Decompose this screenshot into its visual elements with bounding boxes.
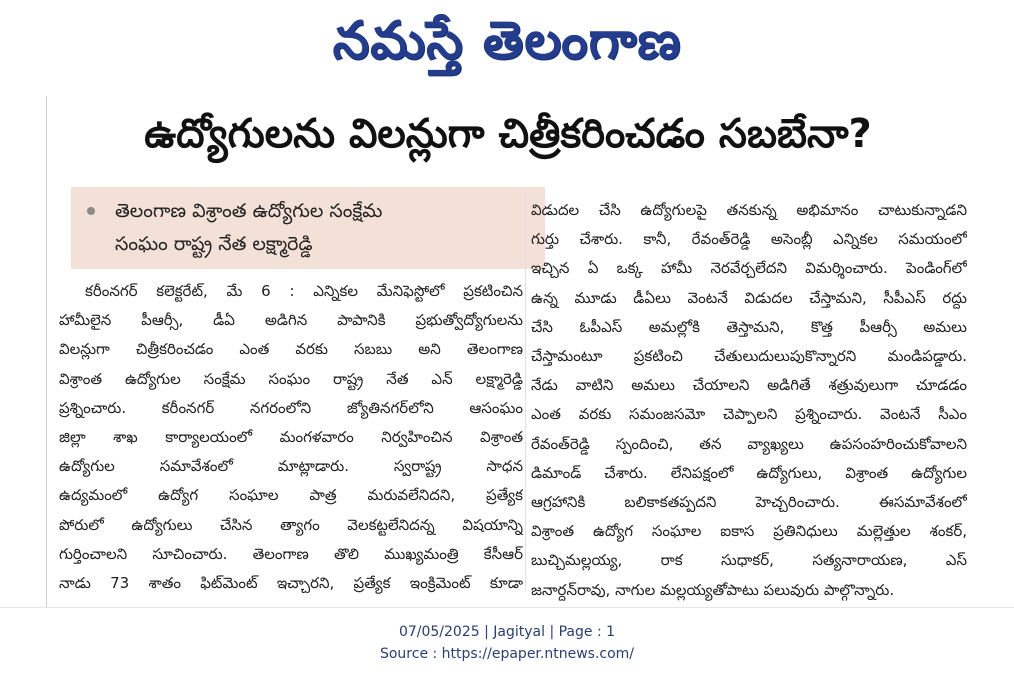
body-line: విలన్లుగా చిత్రీకరించడం ఎంత వరకు సబబు అని తెలంగాణ <box>59 340 523 359</box>
page-footer <box>0 621 1014 665</box>
body-line: గుర్తించాలని సూచించారు. తెలంగాణ తొలి ముఖ్యమంత్రి కేసీఆర్ <box>59 544 523 563</box>
subhead-line: సంఘం రాష్ట్ర నేత లక్ష్మారెడ్డి <box>115 233 313 255</box>
body-line: ఉద్యమంలో ఉద్యోగ సంఘాల పాత్ర మరువలేనిదని, ప్రత్యేక <box>59 486 523 505</box>
body-line: విడుదల చేసి ఉద్యోగులపై తనకున్న అభిమానం చాటుకున్నాడని <box>531 201 967 219</box>
body-line: చేస్తామంటూ ప్రకటించి చేతులుదులుపుకొన్నారని మండిపడ్డారు. <box>531 347 967 366</box>
body-line: చేసి ఓపీఎస్ అమల్లోకి తెస్తామని, కొత్త పీఆర్సీ అమలు <box>531 317 967 336</box>
body-line: జనార్దన్‌రావు, నాగుల మల్లయ్యతోపాటు పలువురు పాల్గొన్నారు. <box>531 580 895 599</box>
body-line: జిల్లా శాఖ కార్యాలయంలో మంగళవారం నిర్వహించిన విశ్రాంత <box>59 428 523 447</box>
body-line: నాడు 73 శాతం ఫిట్‌మెంట్ ఇచ్చారని, ప్రత్యేక ఇంక్రిమెంట్ కూడా <box>59 574 523 593</box>
body-line: పోరులో ఉద్యోగులు చేసిన త్యాగం వెలకట్టలేనిదన్న విషయాన్ని <box>59 515 523 534</box>
subhead-line: తెలంగాణ విశ్రాంత ఉద్యోగుల సంక్షేమ <box>115 200 383 222</box>
newspaper-masthead <box>0 0 1014 86</box>
body-line: హామీలైన పీఆర్సీ, డీఏ అడిగిన పాపానికి ప్రభుత్వోద్యోగులను <box>59 311 523 330</box>
body-line: రేవంత్‌రెడ్డి స్పందించి, తన వ్యాఖ్యలు ఉపసంహరించుకోవాలని <box>531 434 967 453</box>
body-line: విశ్రాంత ఉద్యోగ సంఘాల ఐకాస ప్రతినిధులు మల్లెత్తుల శంకర్, <box>531 522 967 541</box>
footer-divider <box>0 607 1014 608</box>
body-line: బుచ్చిమల్లయ్య, రాక సుధాకర్, సత్యనారాయణ, ఎస్ <box>531 551 967 570</box>
body-line: గుర్తు చేశారు. కానీ, రేవంత్‌రెడ్డి అసెంబ్లీ ఎన్నికల సమయంలో <box>531 230 967 249</box>
article-right-column <box>531 196 967 605</box>
body-line: ఇచ్చిన ఏ ఒక్క హామీ నెరవేర్చలేదని విమర్శించారు. పెండింగ్‌లో <box>531 259 967 278</box>
body-line: ఉద్యోగుల సమావేశంలో మాట్లాడారు. స్వరాష్ట్ర సాధన <box>59 457 523 476</box>
article-headline: ఉద్యోగులను విలన్లుగా చిత్రీకరించడం సబబేనా? <box>144 111 872 157</box>
body-line: నేడు వాటిని అమలు చేయాలని అడిగితే శత్రువులుగా చూడడం <box>531 376 967 395</box>
bullet-icon <box>87 207 95 215</box>
article-clipping <box>46 96 969 608</box>
body-line: ఎంత వరకు సమంజసమో చెప్పాలని ప్రశ్నించారు. వెంటనే సీఎం <box>531 405 967 424</box>
article-subhead <box>71 187 545 269</box>
edition-info: 07/05/2025 | Jagityal | Page : 1 <box>398 624 616 640</box>
body-line: విశ్రాంత ఉద్యోగుల సంక్షేమ సంఘం రాష్ట్ర నేత ఎన్ లక్ష్మారెడ్డి <box>59 369 523 388</box>
body-line: కరీంనగర్ కలెక్టరేట్, మే 6 : ఎన్నికల మేనిఫెస్టోలో ప్రకటించిన <box>85 282 523 300</box>
body-line: ఉన్న మూడు డీఏలు వెంటనే విడుదల చేస్తామని, సీపీఎస్ రద్దు <box>531 288 967 307</box>
body-line: ప్రశ్నించారు. కరీంనగర్ నగరంలోని జ్యోతినగర్‌లోని ఆసంఘం <box>59 398 523 417</box>
body-line: ఆగ్రహానికి బలికాకతప్పదని హెచ్చరించారు. ఈసమావేశంలో <box>531 493 967 512</box>
body-line: డిమాండ్ చేశారు. లేనిపక్షంలో ఉద్యోగులు, విశ్రాంత ఉద్యోగుల <box>531 463 967 482</box>
masthead-logo-text: నమస్తే తెలంగాణ <box>332 11 682 71</box>
column-divider <box>525 192 526 592</box>
article-left-column <box>59 277 523 598</box>
source-link[interactable]: Source : https://epaper.ntnews.com/ <box>379 646 635 662</box>
